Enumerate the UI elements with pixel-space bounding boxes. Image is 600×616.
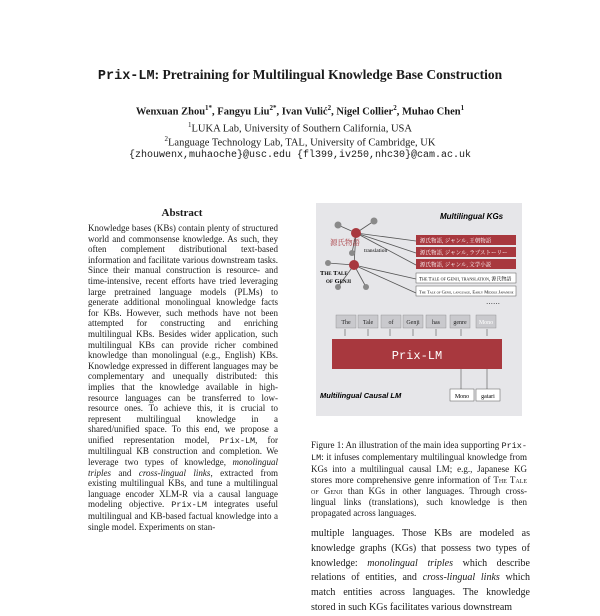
input-token-label: has [432, 320, 440, 326]
kg-triple-jp-3: 源氏物語, ジャンル, 文学小説 [420, 262, 492, 269]
multilingual-kgs-label: Multilingual KGs [440, 212, 504, 221]
kg-triple-en: The Tale of Genji, language, Early Middle Japanese [419, 289, 514, 295]
kg-triple-jp-2: 源氏物語, ジャンル, ラブストーリー [420, 250, 508, 257]
abstract-body: Knowledge bases (KBs) contain plenty of structured world and commonsense knowledge. As such, they often complement distributional text-based information and facilitate various downstream tasks. Since their manual construction is resource- and time-intensive, recent efforts have tried leveraging large pretrained language models (PLMs) to generate additional monolingual knowledge facts for KBs. However, such methods have not been attempted for constructing and enriching multilingual KBs. Besides wider application, such multilingual KBs can provide richer combined knowledge than monolingual (e.g., English) KBs. Knowledge expressed in different languages may be complementary and unequally distributed: this implies that the knowledge available in high-resource languages can be transferred to low-resource ones. To achieve this, it is crucial to represent multilingual knowledge in a shared/unified space. To this end, we propose a unified representation model, Prix-LM, for multilingual KB construction and completion. We leverage two types of knowledge, monolingual triples and cross-lingual links, extracted from existing multilingual KBs, and tune a multilingual language encoder XLM-R via a causal language modeling objective. Prix-LM integrates useful multilingual and KB-based factual knowledge into a single model. Experiments on stan- [88, 223, 278, 532]
genji-node-en [349, 260, 359, 270]
author-sep: , [331, 106, 337, 118]
author-name: Fangyu Liu [217, 106, 270, 118]
input-token-label: Mono [478, 320, 494, 326]
kg-ellipsis: …… [486, 298, 500, 306]
author-emails: {zhouwenx,muhaoche}@usc.edu {fl399,iv250,nhc30}@cam.ac.uk [128, 150, 472, 161]
kg-triple-jp-1: 源氏物語, ジャンル, 王朝物語 [420, 238, 492, 245]
output-token-2-label: gatari [481, 394, 495, 400]
input-token-label: genre [453, 320, 467, 326]
input-token-label: of [388, 320, 394, 326]
figure-1 [316, 203, 522, 416]
translation-edge-label: translation [364, 248, 388, 254]
author-name: Nigel Collier [336, 106, 394, 118]
affiliation-2: $^2$Language Technology Lab, TAL, University of Cambridge, UK [164, 135, 436, 149]
genji-node-jp [351, 228, 361, 238]
author-sup: 1 [460, 104, 465, 112]
output-token-1-label: Mono [454, 394, 470, 400]
author-name: Muhao Chen [401, 106, 461, 118]
figure-caption: Figure 1: An illustration of the main idea supporting Prix-LM: it infuses complementary multilingual knowledge from KGs into a multilingual causal LM; e.g., Japanese KG stores more comprehensive genre information of The Tale of Genji than KGs in other languages. Through cross-lingual links (translations), such knowledge is then propagated across languages. [311, 440, 527, 518]
author-sup: 2* [269, 104, 277, 112]
genji-jp-label: 源氏物語 [330, 238, 360, 247]
tale-label-line2: of Genji [326, 278, 352, 285]
figure-background [316, 203, 522, 416]
author-name: Wenxuan Zhou [135, 106, 206, 118]
author-sup: 2 [393, 104, 397, 112]
paper-title [0, 67, 600, 84]
input-token-label: The [341, 320, 351, 326]
author-sep: , [212, 106, 218, 118]
author-name: Ivan Vulić [281, 106, 328, 118]
title-rest: : Pretraining for Multilingual Knowledge Base Construction [154, 67, 503, 82]
tale-label-line1: The Tale [320, 270, 348, 277]
author-sep: , [276, 106, 282, 118]
input-token-label: Genji [406, 320, 420, 326]
prix-lm-block-label: Prix-LM [391, 349, 443, 363]
author-sup: 2 [327, 104, 332, 112]
author-list [0, 104, 600, 118]
author-sep: , [396, 106, 402, 118]
causal-lm-label: Multilingual Causal LM [320, 391, 402, 400]
body-paragraph: multiple languages. Those KBs are modeled as knowledge graphs (KGs) that possess two types of knowledge: monolingual triples which describe relations of entities, and cross-lingual links which match entities across languages. The knowledge stored in such KGs facilitates various downstream [311, 528, 530, 613]
abstract-heading: Abstract [161, 207, 203, 219]
input-token-label: Tale [362, 320, 374, 326]
author-sup: 1* [205, 104, 213, 112]
kg-triple-link: The Tale of Genji, translation, 源氏物語 [419, 277, 512, 283]
title-model-name: Prix-LM [97, 69, 155, 84]
affiliation-1: $^1$LUKA Lab, University of Southern California, USA [188, 121, 412, 135]
